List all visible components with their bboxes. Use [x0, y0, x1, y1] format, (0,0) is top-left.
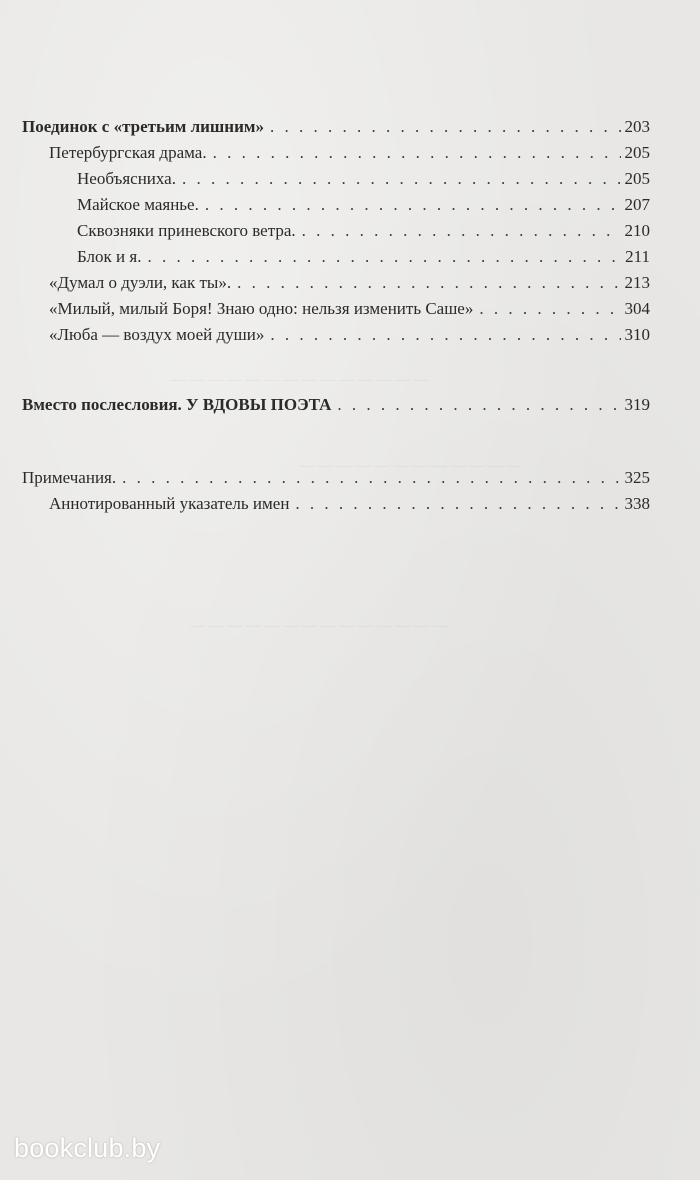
toc-entry	[22, 244, 650, 270]
dot-leader	[270, 114, 621, 140]
toc-entry	[22, 166, 650, 192]
dot-leader	[295, 491, 620, 517]
toc-entry-page: 203	[624, 117, 650, 136]
toc-entry-page: 211	[625, 247, 650, 266]
toc-entry-page: 205	[624, 143, 650, 162]
toc-entry-title: Аннотированный указатель имен	[49, 494, 290, 513]
dot-leader	[479, 296, 620, 322]
toc-entry-title: Поединок с «третьим лишним»	[22, 117, 264, 136]
toc-entry	[22, 296, 650, 322]
toc-entry	[22, 218, 650, 244]
toc-entry	[22, 491, 650, 517]
toc-entry-page: 207	[624, 195, 650, 214]
toc-entry-page: 205	[624, 169, 650, 188]
dot-leader	[122, 465, 620, 491]
toc-entry	[22, 465, 650, 491]
dot-leader	[213, 140, 621, 166]
dot-leader	[182, 166, 621, 192]
dot-leader	[205, 192, 621, 218]
toc-entry-title: Сквозняки приневского ветра.	[77, 221, 296, 240]
show-through-text: — — — — — — — — — — — — — —	[170, 372, 429, 388]
toc-entry-title: Необъясниха.	[77, 169, 176, 188]
toc-entry	[22, 140, 650, 166]
dot-leader	[147, 244, 621, 270]
toc-entry-page: 310	[624, 325, 650, 344]
toc-entry-page: 325	[624, 468, 650, 487]
dot-leader	[337, 392, 620, 418]
toc-entry-page: 319	[624, 395, 650, 414]
show-through-text: — — — — — — — — — — — —	[300, 458, 522, 474]
toc-entry-title: Вместо послесловия. У ВДОВЫ ПОЭТА	[22, 395, 332, 414]
toc-entry-title: «Думал о дуэли, как ты».	[49, 273, 232, 292]
site-watermark: bookclub.by	[14, 1133, 161, 1163]
toc-entry-title: «Милый, милый Боря! Знаю одно: нельзя изменить Саше»	[49, 299, 474, 318]
toc-entry	[22, 322, 650, 348]
toc-entry-title: «Люба — воздух моей души»	[49, 325, 265, 344]
toc-entry	[22, 270, 650, 296]
show-through-text: — — — — — — — — — — — — — —	[190, 618, 449, 634]
toc-entry	[22, 392, 650, 418]
dot-leader	[270, 322, 620, 348]
table-of-contents	[22, 114, 650, 517]
toc-entry	[22, 192, 650, 218]
toc-entry-page: 210	[624, 221, 650, 240]
toc-entry-page: 338	[624, 494, 650, 513]
toc-entry-title: Блок и я.	[77, 247, 142, 266]
dot-leader	[302, 218, 621, 244]
toc-entry-title: Майское маянье.	[77, 195, 199, 214]
toc-entry-page: 304	[624, 299, 650, 318]
toc-entry-title: Петербургская драма.	[49, 143, 207, 162]
section-gap	[22, 348, 650, 392]
toc-entry	[22, 114, 650, 140]
toc-entry-page: 213	[624, 273, 650, 292]
section-gap	[22, 418, 650, 465]
toc-entry-title: Примечания.	[22, 468, 117, 487]
dot-leader	[237, 270, 620, 296]
